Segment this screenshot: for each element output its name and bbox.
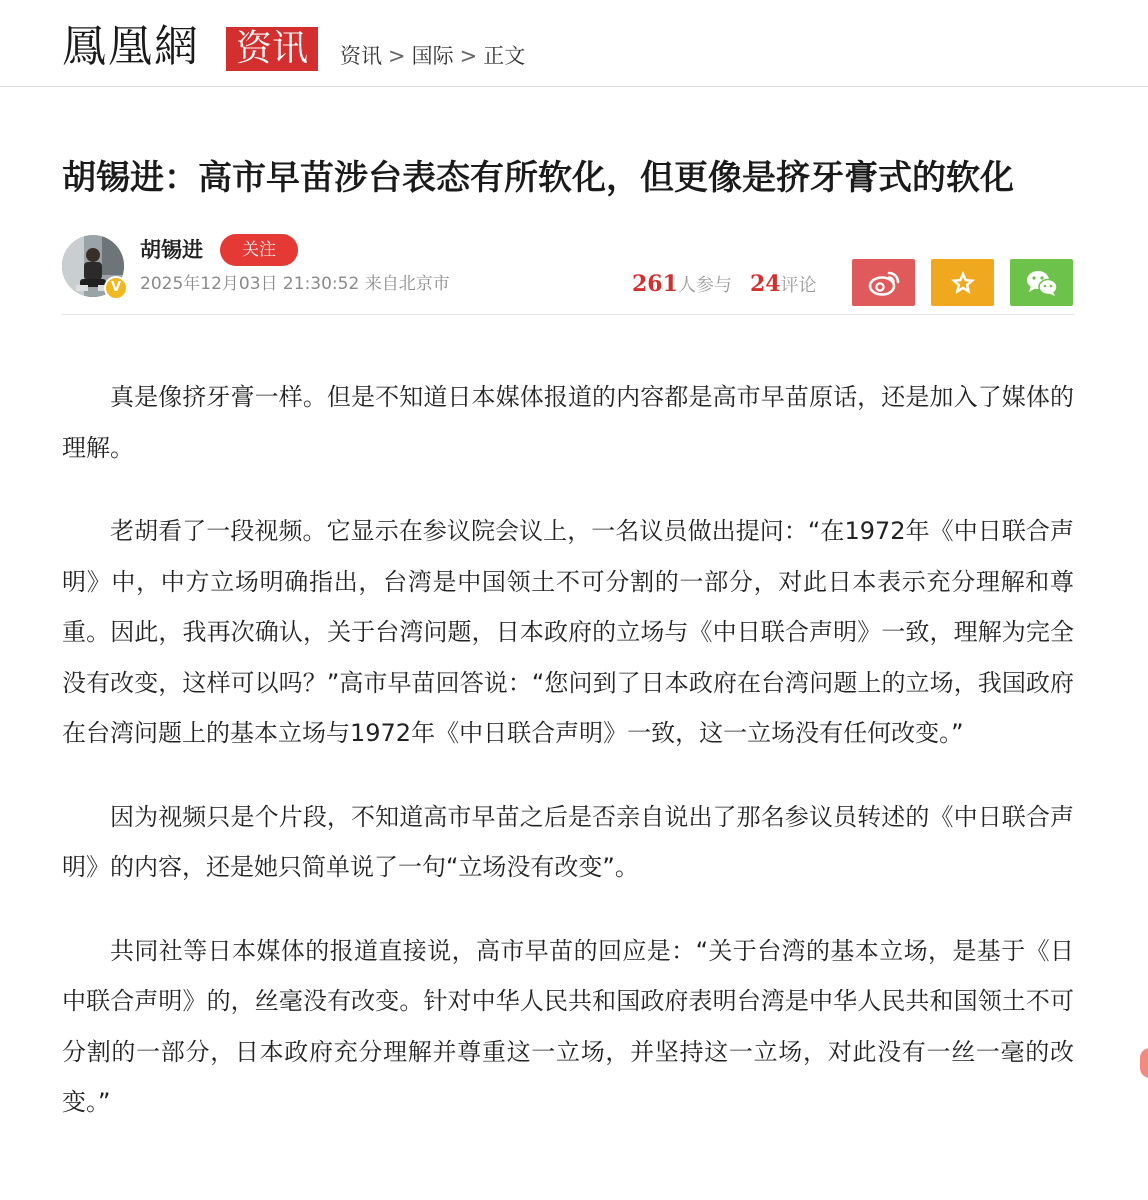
breadcrumb-item-article: 正文 (483, 44, 526, 68)
breadcrumb-item-international[interactable]: 国际 (411, 44, 454, 68)
share-wechat-button[interactable] (1010, 259, 1073, 306)
favorite-button[interactable] (931, 259, 994, 306)
publish-location: 来自北京市 (364, 274, 450, 294)
author-name[interactable]: 胡锡进 (140, 238, 203, 262)
verified-badge-icon: V (104, 276, 128, 300)
share-weibo-button[interactable] (852, 259, 915, 306)
article-title: 胡锡进：高市早苗涉台表态有所软化，但更像是挤牙膏式的软化 (62, 158, 1014, 198)
article-stats (632, 268, 817, 302)
article-meta (140, 271, 450, 297)
breadcrumb-separator: > (388, 44, 406, 68)
follow-button[interactable]: 关注 (220, 234, 298, 266)
breadcrumb-item-news[interactable]: 资讯 (340, 44, 382, 68)
participants-label: 人参与 (677, 275, 732, 296)
article-paragraph: 老胡看了一段视频。它显示在参议院会议上，一名议员做出提问：“在1972年《中日联合声明》中，中方立场明确指出，台湾是中国领土不可分割的一部分，对此日本表示充分理解和尊重。因此，我再次确认，关于台湾问题，日本政府的立场与《中日联合声明》一致，理解为完全没有改变，这样可以吗？”高市早苗回答说：“您问到了日本政府在台湾问题上的立场，我国政府在台湾问题上的基本立场与1972年《中日联合声明》一致，这一立场没有任何改变。” (62, 517, 1074, 747)
participants-count[interactable]: 261 (632, 271, 678, 297)
article-paragraph: 因为视频只是个片段，不知道高市早苗之后是否亲自说出了那名参议员转述的《中日联合声明》的内容，还是她只简单说了一句“立场没有改变”。 (62, 802, 1074, 881)
breadcrumb-separator: > (459, 44, 478, 68)
breadcrumb (340, 42, 525, 70)
channel-logo[interactable]: 资讯 (226, 27, 318, 71)
weibo-icon (867, 269, 901, 297)
comments-count[interactable]: 24 (749, 271, 781, 297)
site-header (0, 0, 1148, 87)
article-body (62, 372, 1074, 1161)
site-logo[interactable]: 鳳凰網 (62, 21, 200, 72)
header-divider (62, 314, 1074, 315)
star-icon (948, 268, 978, 298)
publish-datetime: 2025年12月03日 21:30:52 (140, 274, 360, 294)
floating-action-button[interactable] (1140, 1048, 1148, 1078)
wechat-icon (1024, 268, 1060, 298)
comments-label[interactable]: 评论 (780, 275, 817, 296)
article-paragraph: 真是像挤牙膏一样。但是不知道日本媒体报道的内容都是高市早苗原话，还是加入了媒体的理解。 (62, 383, 1074, 462)
article-paragraph: 共同社等日本媒体的报道直接说，高市早苗的回应是：“关于台湾的基本立场，是基于《日中联合声明》的，丝毫没有改变。针对中华人民共和国政府表明台湾是中华人民共和国领土不可分割的一部分，日本政府充分理解并尊重这一立场，并坚持这一立场，对此没有一丝一毫的改变。” (62, 936, 1074, 1116)
